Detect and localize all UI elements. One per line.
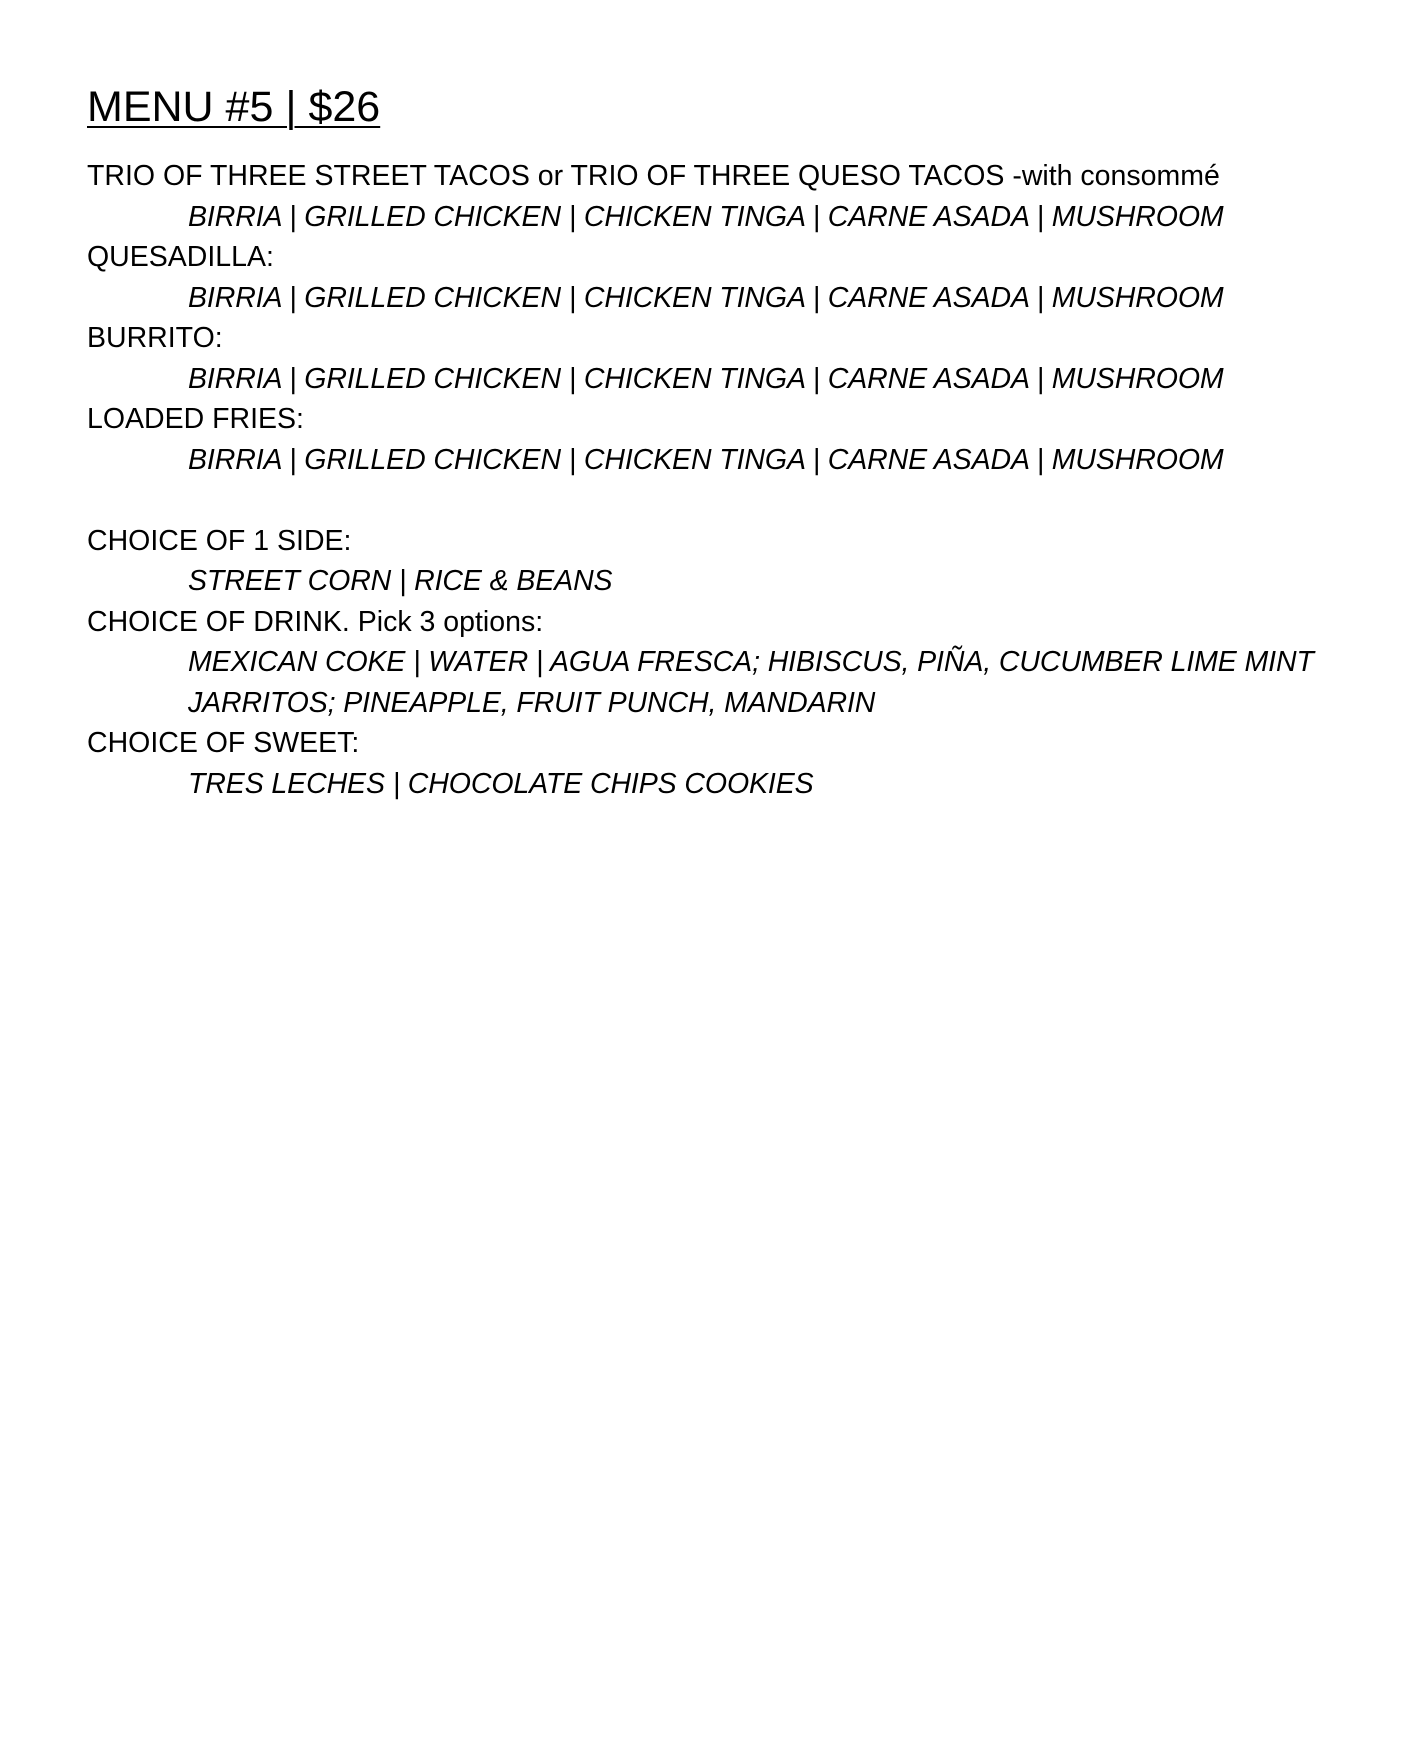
sweet-heading: CHOICE OF SWEET: (87, 727, 360, 759)
menu-title: MENU #5 | $26 (87, 83, 381, 131)
burrito-options: BIRRIA | GRILLED CHICKEN | CHICKEN TINGA | CARNE ASADA | MUSHROOM (188, 362, 1224, 395)
loaded-fries-heading: LOADED FRIES: (87, 403, 304, 435)
menu-body (87, 156, 1408, 804)
quesadilla-options: BIRRIA | GRILLED CHICKEN | CHICKEN TINGA | CARNE ASADA | MUSHROOM (188, 281, 1224, 314)
side-options: STREET CORN | RICE & BEANS (188, 565, 613, 597)
tacos-heading: TRIO OF THREE STREET TACOS or TRIO OF THREE QUESO TACOS -with consommé (87, 160, 1220, 192)
drink-options-line-2: JARRITOS; PINEAPPLE, FRUIT PUNCH, MANDARIN (188, 686, 876, 719)
drink-heading: CHOICE OF DRINK. Pick 3 options: (87, 605, 544, 638)
loaded-fries-options: BIRRIA | GRILLED CHICKEN | CHICKEN TINGA | CARNE ASADA | MUSHROOM (188, 443, 1224, 476)
drink-options-line-1: MEXICAN COKE | WATER | AGUA FRESCA; HIBISCUS, PIÑA, CUCUMBER LIME MINT (188, 646, 1314, 678)
quesadilla-heading: QUESADILLA: (87, 241, 274, 273)
sweet-options: TRES LECHES | CHOCOLATE CHIPS COOKIES (188, 767, 814, 800)
section-spacer (87, 480, 1408, 521)
burrito-heading: BURRITO: (87, 322, 223, 354)
tacos-options: BIRRIA | GRILLED CHICKEN | CHICKEN TINGA | CARNE ASADA | MUSHROOM (188, 200, 1224, 233)
side-heading: CHOICE OF 1 SIDE: (87, 524, 352, 557)
